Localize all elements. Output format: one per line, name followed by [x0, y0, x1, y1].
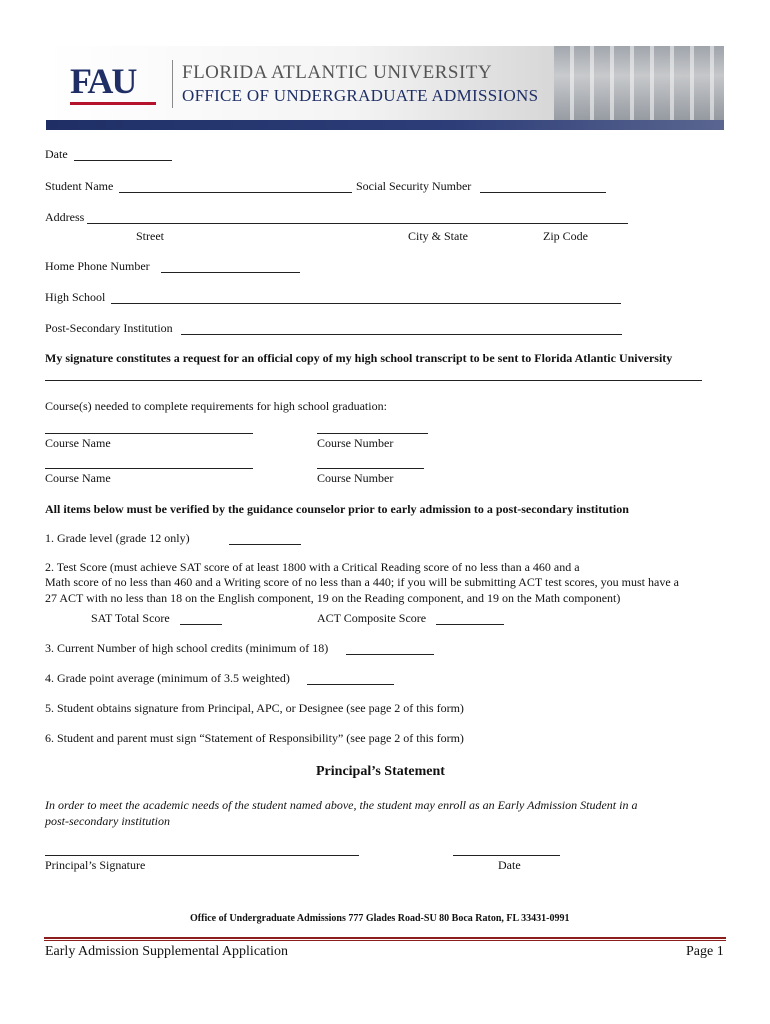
- sat-total-field[interactable]: [180, 624, 222, 625]
- post-secondary-field[interactable]: [181, 334, 622, 335]
- footer-rule: [44, 937, 726, 939]
- courses-intro: Course(s) needed to complete requirements for high school graduation:: [45, 399, 387, 413]
- city-state-label: City & State: [408, 229, 468, 243]
- office-name: OFFICE OF UNDERGRADUATE ADMISSIONS: [182, 86, 539, 105]
- home-phone-label: Home Phone Number: [45, 259, 150, 273]
- course-name-label-1: Course Name: [45, 436, 111, 450]
- high-school-field[interactable]: [111, 303, 621, 304]
- principal-date-field[interactable]: [453, 855, 560, 856]
- principal-statement-line2: post-secondary institution: [45, 814, 170, 828]
- principal-signature-label: Principal’s Signature: [45, 858, 146, 872]
- principal-statement-title: Principal’s Statement: [316, 764, 445, 779]
- student-name-field[interactable]: [119, 192, 352, 193]
- logo-underline: [70, 102, 156, 105]
- header-banner: [46, 46, 724, 130]
- course-name-field-2[interactable]: [45, 468, 253, 469]
- header-band: [46, 120, 724, 130]
- act-composite-field[interactable]: [436, 624, 504, 625]
- grade-level-field[interactable]: [229, 544, 301, 545]
- zip-label: Zip Code: [543, 229, 588, 243]
- home-phone-field[interactable]: [161, 272, 300, 273]
- item-principal-signature: 5. Student obtains signature from Principal, APC, or Designee (see page 2 of this form): [45, 701, 464, 715]
- building-image: [554, 46, 724, 120]
- gpa-field[interactable]: [307, 684, 394, 685]
- fau-logo: FAU: [70, 61, 136, 101]
- address-field[interactable]: [87, 223, 628, 224]
- address-label: Address: [45, 210, 85, 224]
- item-gpa: 4. Grade point average (minimum of 3.5 weighted): [45, 671, 290, 685]
- principal-date-label: Date: [498, 858, 521, 872]
- course-number-label-2: Course Number: [317, 471, 394, 485]
- university-name: FLORIDA ATLANTIC UNIVERSITY: [182, 62, 493, 83]
- course-number-field-2[interactable]: [317, 468, 424, 469]
- footer-rule-thin: [44, 940, 726, 941]
- signature-statement: My signature constitutes a request for an official copy of my high school transcript to be sent to Florida Atlantic University: [45, 351, 673, 365]
- footer-page-number: Page 1: [686, 944, 724, 959]
- course-name-field-1[interactable]: [45, 433, 253, 434]
- principal-statement-line1: In order to meet the academic needs of the student named above, the student may enroll as an Early Admission Student in a: [45, 798, 638, 812]
- item-test-score-line1: 2. Test Score (must achieve SAT score of at least 1800 with a Critical Reading score of no less than a 460 and a: [45, 560, 580, 574]
- act-composite-label: ACT Composite Score: [317, 611, 427, 625]
- course-number-label-1: Course Number: [317, 436, 394, 450]
- street-label: Street: [136, 229, 164, 243]
- principal-signature-field[interactable]: [45, 855, 359, 856]
- item-test-score-line2: Math score of no less than 460 and a Writing score of no less than a 440; if you will be submitting ACT test scores, you must have a: [45, 575, 679, 589]
- high-school-label: High School: [45, 290, 106, 304]
- date-field[interactable]: [74, 160, 172, 161]
- footer-form-title: Early Admission Supplemental Application: [45, 944, 289, 959]
- sat-total-label: SAT Total Score: [91, 611, 170, 625]
- course-number-field-1[interactable]: [317, 433, 428, 434]
- footer-address: Office of Undergraduate Admissions 777 Glades Road-SU 80 Boca Raton, FL 33431-0991: [190, 913, 570, 924]
- header-divider: [172, 60, 173, 108]
- item-statement-responsibility: 6. Student and parent must sign “Statement of Responsibility” (see page 2 of this form): [45, 731, 464, 745]
- student-name-label: Student Name: [45, 179, 114, 193]
- student-signature-field[interactable]: [45, 380, 702, 381]
- item-test-score-line3: 27 ACT with no less than 18 on the English component, 19 on the Reading component, and 19 on the Math component): [45, 591, 621, 605]
- post-secondary-label: Post-Secondary Institution: [45, 321, 173, 335]
- course-name-label-2: Course Name: [45, 471, 111, 485]
- item-credits: 3. Current Number of high school credits (minimum of 18): [45, 641, 329, 655]
- item-grade-level: 1. Grade level (grade 12 only): [45, 531, 190, 545]
- credits-field[interactable]: [346, 654, 434, 655]
- date-label: Date: [45, 147, 68, 161]
- ssn-label: Social Security Number: [356, 179, 472, 193]
- verification-heading: All items below must be verified by the guidance counselor prior to early admission to a post-secondary institution: [45, 502, 629, 516]
- ssn-field[interactable]: [480, 192, 606, 193]
